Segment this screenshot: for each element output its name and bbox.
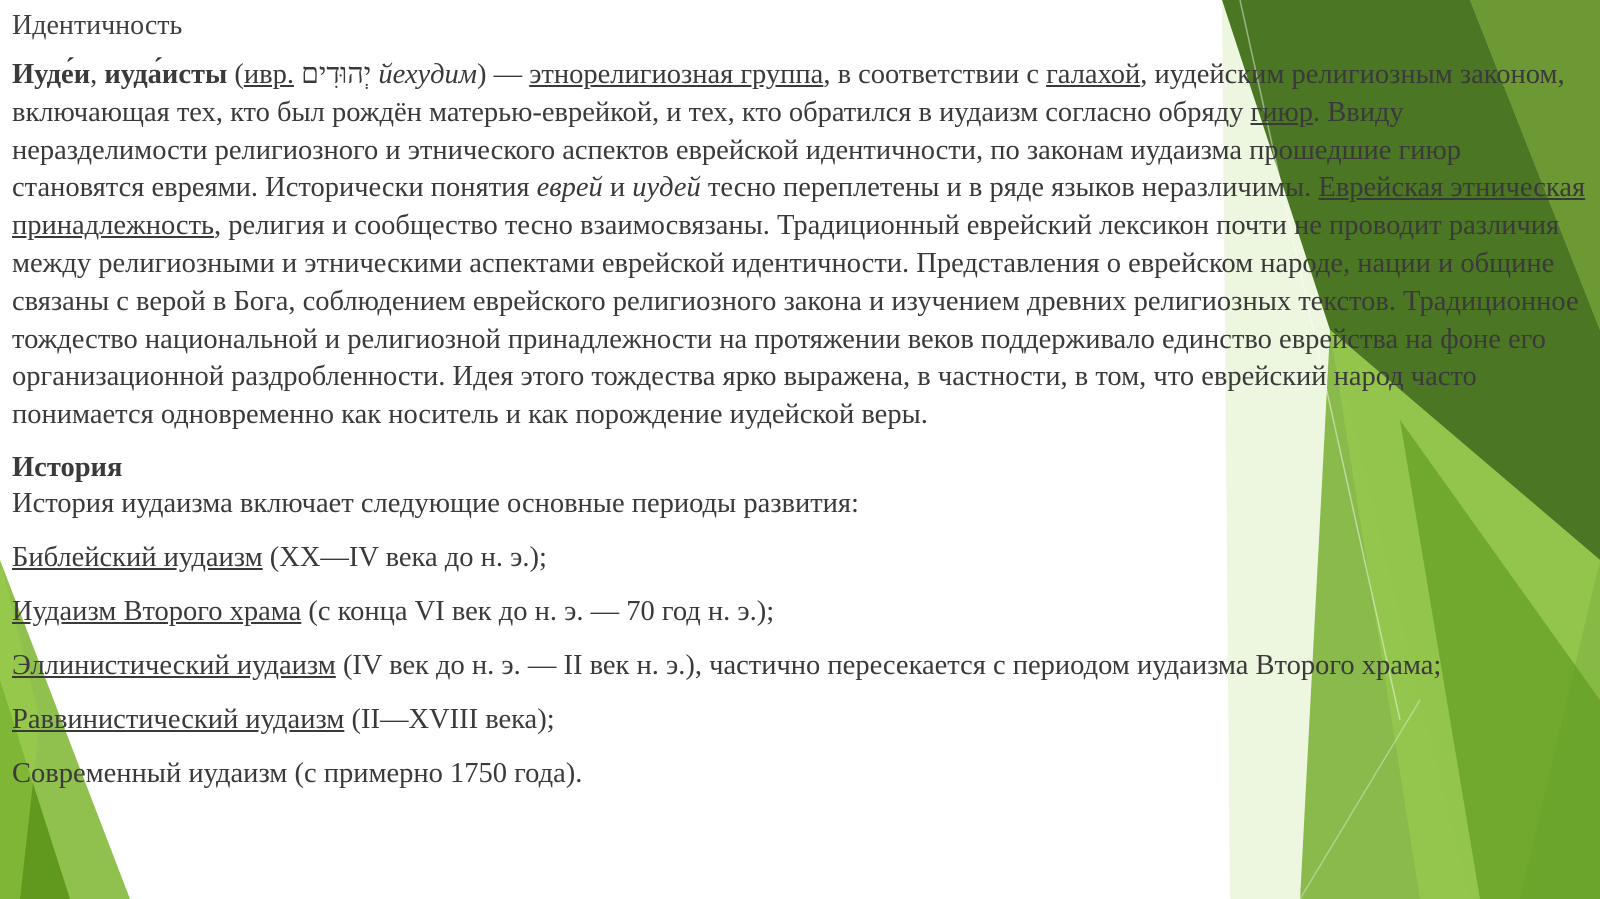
history-period-text: (XX—IV века до н. э.); xyxy=(262,541,547,573)
history-period-item xyxy=(12,702,1592,738)
history-period-text: Современный иудаизм (с примерно 1750 года). xyxy=(12,757,583,789)
link-ethnoreligious-group[interactable]: этнорелигиозная группа xyxy=(529,59,824,90)
word-jew: еврей xyxy=(536,172,603,204)
transliteration: йехудим xyxy=(378,59,477,90)
word-judean: иудей xyxy=(632,172,701,204)
history-periods-list xyxy=(12,540,1592,792)
hebrew-word: יְהוּדִים xyxy=(293,59,379,90)
history-period-link[interactable]: Библейский иудаизм xyxy=(12,541,263,573)
slide-content xyxy=(12,6,1592,792)
history-period-text: (IV век до н. э. — II век н. э.), частично пересекается с периодом иудаизма Второго храма; xyxy=(335,649,1442,681)
history-period-link[interactable]: Раввинистический иудаизм xyxy=(12,703,345,735)
link-hebrew-abbr[interactable]: ивр. xyxy=(243,59,294,90)
history-intro: История иудаизма включает следующие основные периоды развития: xyxy=(12,487,859,519)
history-period-item xyxy=(12,648,1592,684)
history-period-text: (II—XVIII века); xyxy=(344,703,555,735)
history-period-link[interactable]: Эллинистический иудаизм xyxy=(12,649,336,681)
link-jewish-ethnicity[interactable]: Еврейская этническая принадлежность xyxy=(12,172,1586,242)
link-halakha[interactable]: галахой xyxy=(1046,59,1141,90)
history-heading: История xyxy=(12,451,123,483)
history-period-text: (с конца VI век до н. э. — 70 год н. э.); xyxy=(301,595,775,627)
history-period-item xyxy=(12,540,1592,576)
link-giyur[interactable]: гиюр xyxy=(1250,96,1314,128)
identity-paragraph: Иуде́и, иуда́исты (ивр. יְהוּדִים йехудим) — этнорелигиозная группа, в соответствии с галахой, иудейским религиозным законом, включающая тех, кто был рождён матерью-еврейкой, и тех, кто обратился в иудаизм согласно обряду гиюр. Ввиду неразделимости религиозного и этнического аспектов еврейской идентичности, по законам иудаизма прошедшие гиюр становятся евреями. Исторически понятия еврей и иудей тесно переплетены и в ряде языков неразличимы. Еврейская этническая принадлежность, религия и сообщество тесно взаимосвязаны. Традиционный еврейский лексикон почти не проводит различия между религиозными и этническими аспектами еврейской идентичности. Представления о еврейском народе, нации и общине связаны с верой в Бога, соблюдением еврейского религиозного закона и изучением древних религиозных текстов. Традиционное тождество национальной и религиозной принадлежности на протяжении веков поддерживало единство еврейства на фоне его организационной раздробленности. Идея этого тождества ярко выражена, в частности, в том, что еврейский народ часто понимается одновременно как носитель и как порождение иудейской веры. xyxy=(12,59,1586,431)
history-period-item xyxy=(12,594,1592,630)
history-period-link[interactable]: Иудаизм Второго храма xyxy=(12,595,302,627)
history-period-item xyxy=(12,756,1592,792)
slide-title: Идентичность xyxy=(12,10,183,41)
term-judaists: иуда́исты xyxy=(104,59,228,90)
term-judeans: Иуде́и xyxy=(12,59,91,90)
